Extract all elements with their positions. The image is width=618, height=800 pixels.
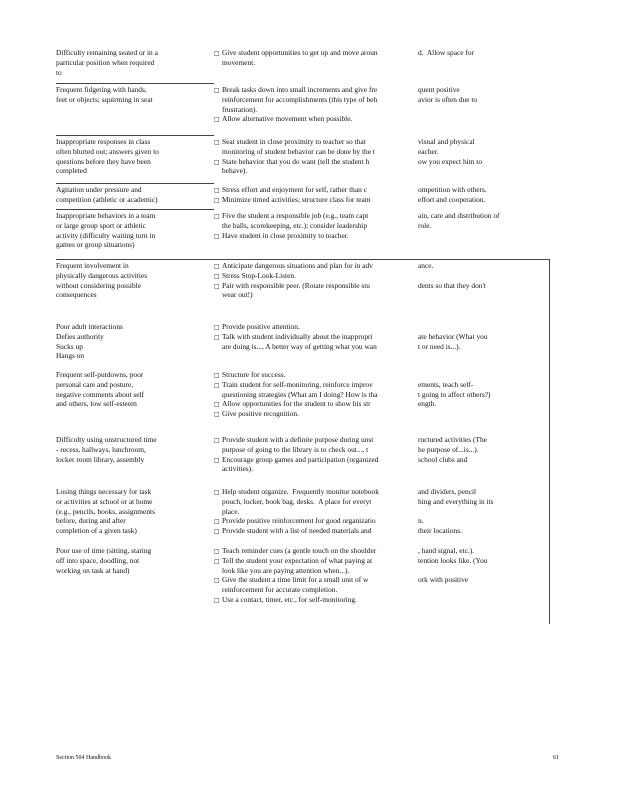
strategy-continuation-line: ength.: [418, 399, 437, 409]
strategy-line: Use a contact, timer, etc., for self-monitoring.: [222, 595, 357, 604]
strategy-line: reinforcement for accurate completion.: [222, 585, 338, 595]
row-label-line: Hangs on: [56, 351, 85, 361]
strategy-continuation-line: quent positive: [418, 85, 460, 94]
row-label-line: without considering possible: [56, 280, 141, 290]
strategy-line: monitoring of student behavior can be done by the t: [222, 146, 375, 156]
checkbox-bullet-icon: □: [214, 232, 220, 240]
row-label-line: Difficulty using unstructured time: [56, 435, 157, 444]
checkbox-bullet-icon: □: [214, 489, 220, 496]
strategy-line: questioning strategies (What am I doing? How is tha: [222, 389, 378, 399]
checkbox-bullet-icon: □: [214, 282, 220, 290]
strategy-line: purpose of going to the library is to check out..., t: [222, 444, 369, 454]
row-label-line: Losing things necessary for task: [56, 487, 152, 496]
row-label-line: Inappropriate responses in class: [56, 137, 151, 146]
strategy-line: Break tasks down into small increments and give fre: [222, 85, 378, 94]
row-label-line: - recess, hallways, lunchroom,: [56, 444, 146, 454]
strategy-continuation-line: and dividers, pencil: [418, 487, 477, 496]
strategy-line: Structure for success.: [222, 370, 286, 379]
checkbox-bullet-icon: □: [214, 139, 220, 146]
checkbox-bullet-icon: □: [214, 87, 220, 94]
row-divider: [56, 135, 214, 136]
strategy-continuation-line: school clubs and: [418, 454, 468, 464]
strategy-line: Encourage group games and participation (organized: [222, 454, 379, 464]
strategy-line: Give student opportunities to get up and move aroun: [222, 48, 378, 57]
checkbox-bullet-icon: □: [214, 213, 220, 220]
strategy-continuation-line: ork with positive: [418, 575, 469, 585]
strategy-continuation-line: effort and cooperation.: [418, 194, 486, 204]
footer-title: Section 504 Handbook: [56, 755, 111, 761]
checkbox-bullet-icon: □: [214, 437, 220, 444]
strategy-line: Stress Stop-Look-Listen.: [222, 270, 296, 280]
checkbox-bullet-icon: □: [214, 557, 220, 565]
row-label-line: negative comments about self: [56, 389, 145, 399]
checkbox-bullet-icon: □: [214, 158, 220, 166]
strategy-continuation-line: visual and physical: [418, 137, 475, 146]
checkbox-bullet-icon: □: [214, 401, 220, 409]
checkbox-bullet-icon: □: [214, 263, 220, 270]
strategy-continuation-line: ompetition with others.: [418, 185, 487, 194]
strategy-line: activities).: [222, 464, 253, 474]
strategy-line: place.: [222, 506, 240, 516]
strategy-line: pouch, locker, book bag, desks. A place for everyt: [222, 496, 372, 506]
checkbox-bullet-icon: □: [214, 372, 220, 379]
strategy-continuation-line: avior is often due to: [418, 94, 478, 104]
strategy-continuation-line: hing and everything in its: [418, 496, 494, 506]
strategy-line: movement.: [222, 57, 256, 67]
strategy-line: Anticipate dangerous situations and plan for in adv: [222, 261, 373, 270]
strategy-line: look like you are paying attention when...).: [222, 565, 350, 575]
strategy-line: Train student for self-monitoring, reinforce improv: [222, 379, 373, 389]
row-label-line: working on task at hand): [56, 565, 130, 575]
row-label-line: feet or objects; squirming in seat: [56, 94, 153, 104]
checkbox-bullet-icon: □: [214, 597, 220, 604]
strategy-continuation-line: d. Allow space for: [418, 48, 475, 57]
checkbox-bullet-icon: □: [214, 381, 220, 389]
strategy-line: wear out!): [222, 290, 253, 300]
strategy-continuation-line: tention looks like. (You: [418, 555, 488, 565]
row-label-line: often blurted out; answers given to: [56, 146, 159, 156]
strategy-line: behave).: [222, 166, 248, 176]
page-number: 61: [553, 755, 559, 761]
strategy-line: Allow alternative movement when possible.: [222, 114, 353, 124]
row-label-line: Sucks up: [56, 341, 83, 351]
row-label-line: Agitation under pressure and: [56, 185, 142, 194]
checkbox-bullet-icon: □: [214, 187, 220, 194]
strategy-continuation-line: n.: [418, 516, 424, 526]
row-label-line: Difficulty remaining seated or in a: [56, 48, 158, 57]
row-label-line: Poor adult interactions: [56, 322, 123, 331]
strategy-line: Teach reminder cues (a gentle touch on the shoulder: [222, 546, 377, 555]
row-label-line: physically dangerous activities: [56, 270, 148, 280]
strategy-line: Provide student with a definite purpose during unst: [222, 435, 374, 444]
row-label-line: Poor use of time (sitting, staring: [56, 546, 152, 555]
checkbox-bullet-icon: □: [214, 116, 220, 124]
row-label-line: consequences: [56, 290, 97, 300]
strategy-continuation-line: their locations.: [418, 526, 462, 536]
row-label-line: particular position when required: [56, 57, 155, 67]
row-label-line: Frequent involvement in: [56, 261, 129, 270]
strategy-continuation-line: eacher.: [418, 146, 439, 156]
strategy-line: Five the student a responsible job (e.g., team capt: [222, 211, 369, 220]
row-label-line: Frequent self-putdowns, poor: [56, 370, 144, 379]
strategy-line: Help student organize. Frequently monitor notebook: [222, 487, 379, 496]
row-label-line: completed: [56, 166, 87, 176]
strategy-line: Give positive recognition.: [222, 409, 299, 419]
strategy-continuation-line: ate behavior (What you: [418, 331, 488, 341]
strategy-line: Talk with student individually about the inappropri: [222, 331, 373, 341]
checkbox-bullet-icon: □: [214, 548, 220, 555]
row-label-line: Frequent fidgeting with hands,: [56, 85, 147, 94]
checkbox-bullet-icon: □: [214, 577, 220, 585]
strategy-line: Tell the student your expectation of what paying at: [222, 555, 373, 565]
strategy-line: Have student in close proximity to teacher.: [222, 230, 349, 240]
strategy-line: Stress effort and enjoyment for self, rather than c: [222, 185, 367, 194]
strategy-continuation-line: ow you expect him to: [418, 156, 483, 166]
strategy-line: reinforcement for accomplishments (this type of beh: [222, 94, 378, 104]
section-divider: [56, 259, 550, 260]
strategy-continuation-line: ements, teach self-: [418, 379, 474, 389]
strategy-continuation-line: ructured activities (The: [418, 435, 487, 444]
strategy-line: are doing is..., A better way of getting what you wan: [222, 341, 377, 351]
strategy-continuation-line: , hand signal, etc.).: [418, 546, 475, 555]
row-label-line: to: [56, 67, 62, 77]
strategy-line: the balls, scorekeeping, etc.); consider leadership: [222, 220, 368, 230]
checkbox-bullet-icon: □: [214, 518, 220, 526]
strategy-continuation-line: dents so that they don't: [418, 280, 486, 290]
strategy-line: frustration).: [222, 104, 258, 114]
row-label-line: personal care and posture,: [56, 379, 134, 389]
row-label-line: and others, low self-esteem: [56, 399, 137, 409]
row-label-line: (e.g., pencils, books, assignments: [56, 506, 155, 516]
checkbox-bullet-icon: □: [214, 528, 220, 536]
strategy-line: State behavior that you do want (tell the student h: [222, 156, 370, 166]
row-label-line: games or group situations): [56, 240, 135, 250]
row-label-line: off into space, doodling, not: [56, 555, 140, 565]
strategy-line: Allow opportunities for the student to show his str: [222, 399, 371, 409]
strategy-line: Provide student with a list of needed materials and: [222, 526, 372, 536]
checkbox-bullet-icon: □: [214, 333, 220, 341]
checkbox-bullet-icon: □: [214, 324, 220, 331]
strategy-line: Pair with responsible peer. (Rotate responsible stu: [222, 280, 370, 290]
checkbox-bullet-icon: □: [214, 272, 220, 280]
checkbox-bullet-icon: □: [214, 196, 220, 204]
strategy-line: Provide positive reinforcement for good organizatio: [222, 516, 376, 526]
row-divider: [56, 183, 214, 184]
strategy-continuation-line: ance.: [418, 261, 434, 270]
row-label-line: completion of a given task): [56, 526, 137, 536]
checkbox-bullet-icon: □: [214, 456, 220, 464]
checkbox-bullet-icon: □: [214, 50, 220, 57]
strategy-line: Provide positive attention.: [222, 322, 300, 331]
row-label-line: or large group sport or athletic: [56, 220, 146, 230]
checkbox-bullet-icon: □: [214, 411, 220, 419]
strategy-continuation-line: t going to affect others?): [418, 389, 491, 399]
strategy-continuation-line: role.: [418, 220, 432, 230]
row-label-line: or activities at school or at home: [56, 496, 153, 506]
row-label-line: before, during and after: [56, 516, 126, 526]
strategy-continuation-line: ain, care and distribution of: [418, 211, 500, 220]
row-label-line: Inappropriate behaviors in a team: [56, 211, 156, 220]
row-divider: [56, 209, 214, 210]
strategy-line: Give the student a time limit for a small unit of w: [222, 575, 369, 585]
row-label-line: questions before they have been: [56, 156, 151, 166]
strategy-continuation-line: t or need is...).: [418, 341, 461, 351]
strategy-continuation-line: he purpose of...is...).: [418, 444, 479, 454]
strategy-line: Seat student in close proximity to teacher so that: [222, 137, 366, 146]
row-label-line: locker room library, assembly: [56, 454, 145, 464]
table-border-right: [549, 259, 550, 624]
strategy-line: Minimize timed activities; structure class for team: [222, 194, 371, 204]
row-label-line: Defies authority: [56, 331, 104, 341]
row-label-line: competition (athletic or academic): [56, 194, 158, 204]
row-divider: [56, 83, 214, 84]
row-label-line: activity (difficulty waiting turn in: [56, 230, 156, 240]
